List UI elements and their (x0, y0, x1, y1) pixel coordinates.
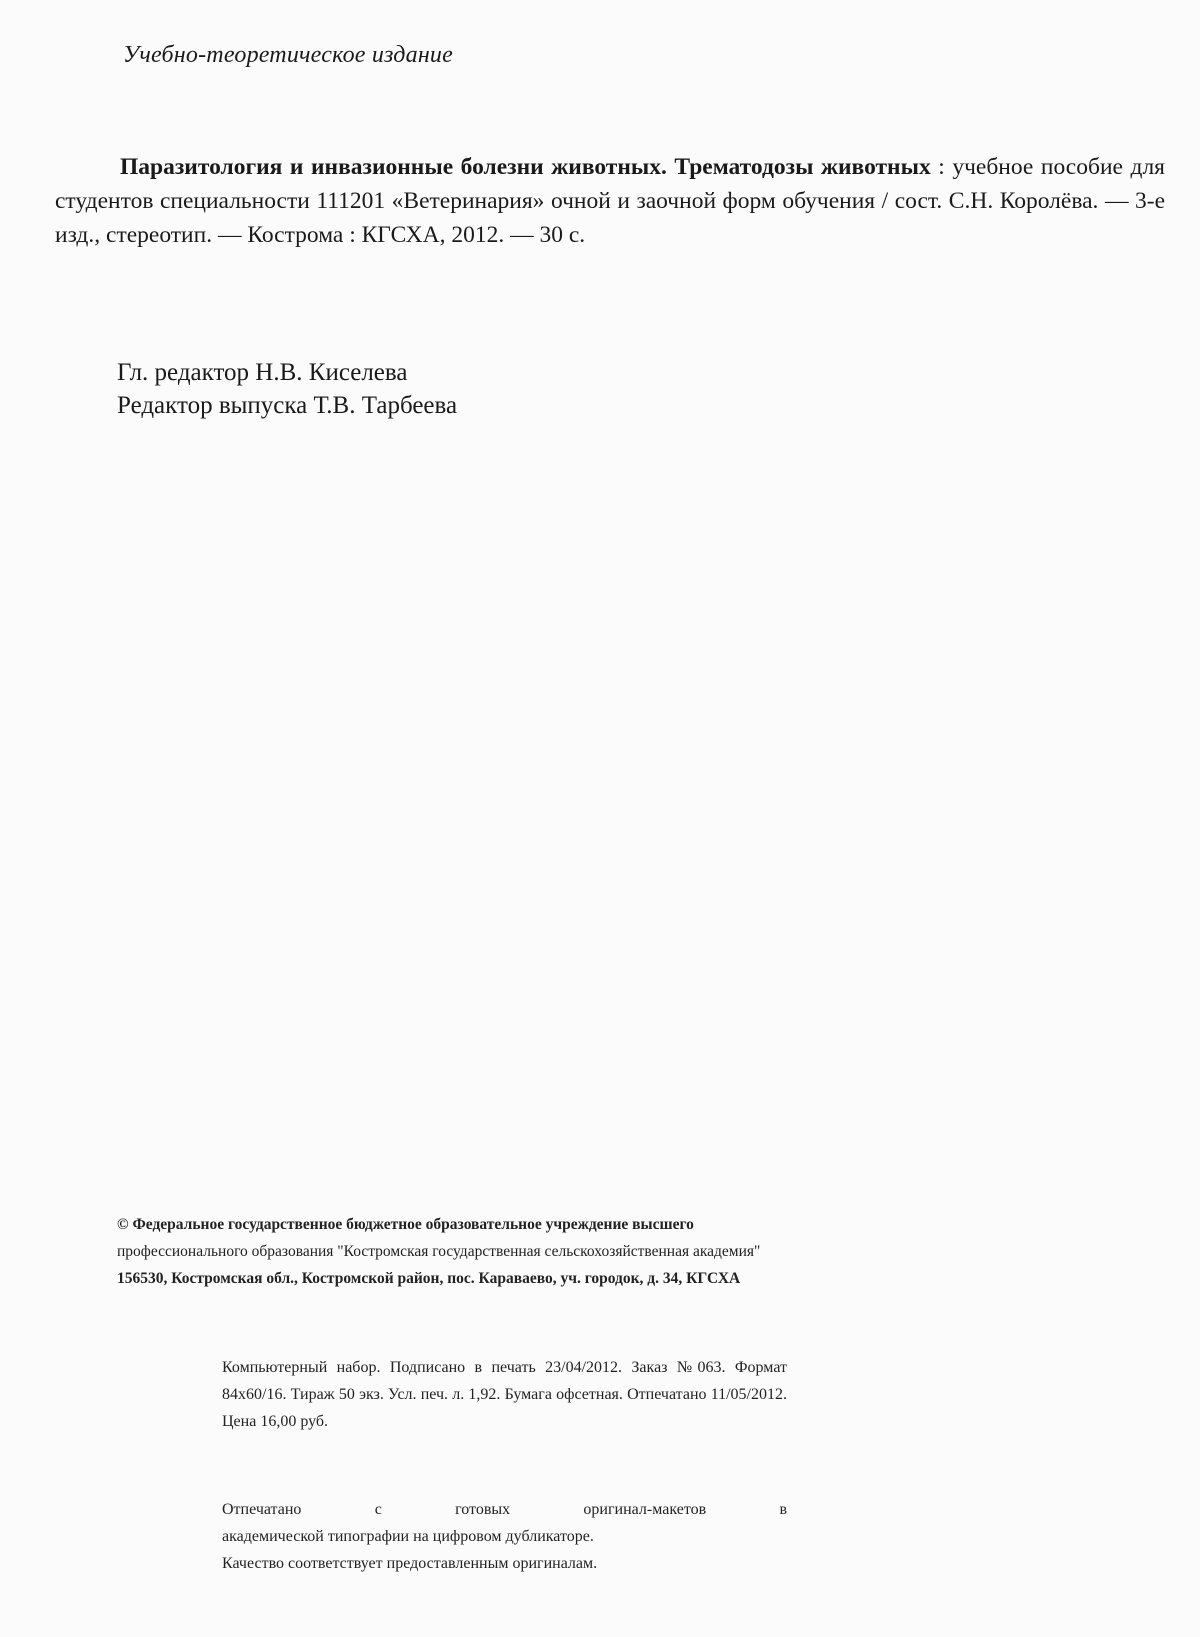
chief-editor: Гл. редактор Н.В. Киселева (117, 359, 408, 386)
edition-type: Учебно-теоретическое издание (123, 42, 453, 68)
book-title: Паразитология и инвазионные болезни животных. Трематодозы животных (120, 154, 931, 180)
bibliographic-details: : учебное пособие для студентов специальности 111201 «Ветеринария» очной и заочной форм обучения / сост. С.Н. Королёва. — 3-е изд., стереотип. — Кострома : КГСХА, 2012. — 30 с. (55, 154, 1165, 248)
print-note-block (222, 1496, 787, 1577)
imprint-block: Компьютерный набор. Подписано в печать 23/04/2012. Заказ №063. Формат 84х60/16. Тираж 50 экз. Усл. печ. л. 1,92. Бумага офсетная. Отпечатано 11/05/2012. Цена 16,00 руб. (222, 1359, 787, 1430)
print-note-line-3: Качество соответствует предоставленным оригиналам. (222, 1555, 598, 1572)
copyright-line-1: © Федеральное государственное бюджетное образовательное учреждение высшего (117, 1216, 694, 1233)
issue-editor: Редактор выпуска Т.В. Тарбеева (117, 392, 458, 419)
print-note-line-1: Отпечатано с готовых оригинал-макетов в (222, 1501, 787, 1518)
bibliographic-description (55, 150, 1165, 252)
copyright-block (117, 1211, 1137, 1292)
copyright-address: 156530, Костромская обл., Костромской район, пос. Караваево, уч. городок, д. 34, КГСХА (117, 1270, 741, 1287)
print-note-line-2: академической типографии на цифровом дубликаторе. (222, 1528, 594, 1545)
editors-block (117, 356, 457, 422)
copyright-line-2: профессионального образования "Костромская государственная сельскохозяйственная академия" (117, 1243, 761, 1260)
